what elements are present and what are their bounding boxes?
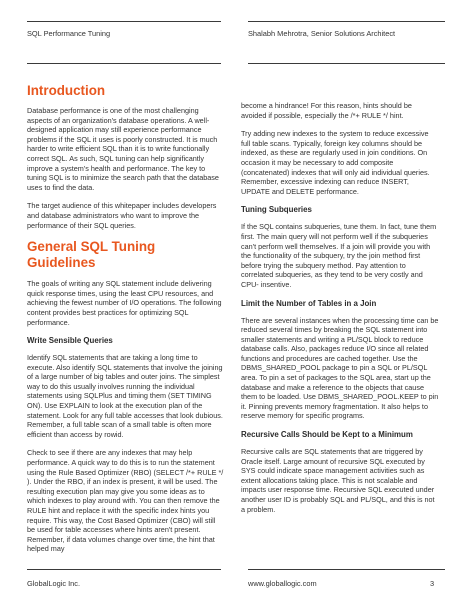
limit-tables-paragraph: There are several instances when the processing time can be reduced several times by breaking the SQL statement into smaller statements and writing a PL/SQL block to reduce database calls. Also, packages reduce I/O since all related functions and procedures are cached together. Use the DBMS_SHARED_POOL package to pin a SQL or PL/SQL area. To pin a set of packages to the SQL area, start up the database and make a reference to the objects that cause them to be loaded. Use DBMS_SHARED_POOL.KEEP to pin it. Pinning prevents memory fragmentation. It also helps to reserve memory for specific programs. — [241, 315, 439, 421]
general-guidelines-paragraph: The goals of writing any SQL statement include delivering quick response times, using the least CPU resources, and achieving the fewest number of I/O operations. The following content provides best practices for optimizing SQL performance. — [27, 279, 222, 327]
header-document-title: SQL Performance Tuning — [27, 29, 111, 38]
introduction-heading: Introduction — [27, 83, 106, 98]
continued-paragraph-2: Try adding new indexes to the system to reduce excessive full table scans. Typically, foreign key columns should be indexed, as these are regularly used in join conditions. On occasion it may be necessary to add composite (concatenated) indexes that will only aid individual queries. Remember, excessive indexing can reduce INSERT, UPDATE and DELETE performance. — [241, 129, 430, 196]
footer-page-number: 3 — [430, 579, 435, 588]
introduction-paragraph-1: Database performance is one of the most challenging aspects of an organization's database operations. A well-designed application may still experience performance problems if the SQL it uses is poorly constructed. It is much harder to write efficient SQL than it is to write functionally correct SQL. As such, SQL tuning can help significantly improve a system's health and performance. The key to tuning SQL is to minimize the search path that the database uses to find the data. — [27, 106, 219, 192]
continued-paragraph-1: become a hindrance! For this reason, hints should be avoided if possible, especially the /*+ RULE */ hint. — [241, 101, 412, 120]
header-author: Shalabh Mehrotra, Senior Solutions Architect — [248, 29, 396, 38]
recursive-calls-heading: Recursive Calls Should be Kept to a Minimum — [241, 430, 413, 440]
introduction-paragraph-2: The target audience of this whitepaper includes developers and database administrators who want to improve the performance of their SQL queries. — [27, 201, 217, 230]
sensible-queries-paragraph-2: Check to see if there are any indexes that may help performance. A quick way to do this is to run the statement using the Rule Based Optimizer (RBO) (SELECT /*+ RULE */ ). Under the RBO, if an index is present, it will be used. The resulting execution plan may give you some ideas as to which indexes to play around with. You can then remove the RULE hint and replace it with the specific index hints you require. This way, the Cost Based Optimizer (CBO) will still be used for table accesses where hints aren't present. Remember, if data volumes change over time, the hint that helped may — [27, 448, 224, 554]
header-rule-right — [248, 21, 445, 22]
right-column — [241, 101, 439, 523]
limit-tables-heading: Limit the Number of Tables in a Join — [241, 298, 377, 308]
recursive-calls-paragraph: Recursive calls are SQL statements that are triggered by Oracle itself. Large amount of recursive SQL executed by SYS could indicate space management activities such as extent allocations taking place. This is not scalable and impacts user response time. Recursive SQL executed under another user ID is probably SQL and PL/SQL, and this is not a problem. — [241, 447, 435, 514]
footer-rule-right — [248, 569, 445, 570]
footer-rule-left — [27, 569, 221, 570]
left-column — [27, 83, 225, 563]
header-rule-left — [27, 21, 221, 22]
header-rule-bottom-right — [248, 63, 445, 64]
footer-company: GlobalLogic Inc. — [27, 579, 80, 588]
tuning-subqueries-heading: Tuning Subqueries — [241, 205, 312, 215]
write-sensible-queries-heading: Write Sensible Queries — [27, 336, 113, 346]
sensible-queries-paragraph-1: Identify SQL statements that are taking a long time to execute. Also identify SQL statements that involve the joining of a large number of big tables and outer joins. The simplest way to do this usually involves running the individual statements using SQLPlus and timing them (SET TIMING ON). Use EXPLAIN to look at the execution plan of the statement. Look for any full table accesses that look dubious. Remember, a full table scan of a small table is often more efficient than access by rowid. — [27, 353, 223, 439]
general-guidelines-heading: General SQL Tuning Guidelines — [27, 239, 156, 271]
tuning-subqueries-paragraph: If the SQL contains subqueries, tune them. In fact, tune them first. The main query will not perform well if the subqueries can't perform well themselves. If a join will provide you with the functionality of the subquery, try the join method first before trying the subquery method. Pay attention to correlated subqueries, as they tend to be very costly and CPU- insentive. — [241, 222, 437, 289]
footer-website-link[interactable]: www.globallogic.com — [248, 579, 317, 588]
header-rule-bottom-left — [27, 63, 221, 64]
